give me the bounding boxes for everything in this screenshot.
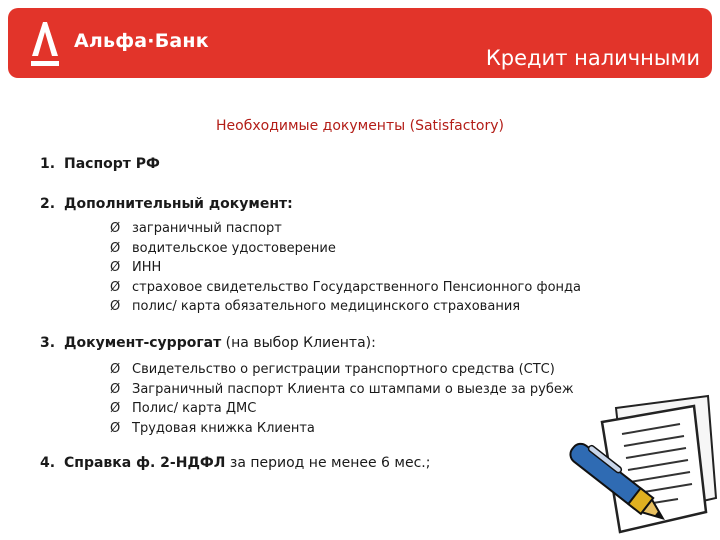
list-item: Ø страховое свидетельство Государственного Пенсионного фонда [110, 278, 581, 298]
document-with-pen-icon [568, 378, 718, 538]
sublist-additional-docs [110, 219, 581, 317]
item-label-bold: Документ-суррогат [64, 335, 222, 351]
list-item-4 [40, 455, 430, 471]
list-item: Ø Свидетельство о регистрации транспортного средства (СТС) [110, 360, 574, 380]
alfa-logo-icon [28, 18, 62, 70]
bank-name: Альфа·Банк [74, 30, 209, 52]
item-number: 3. [40, 335, 56, 351]
arrow-bullet-icon: Ø [110, 260, 121, 275]
item-label-rest: за период не менее 6 мес.; [225, 455, 431, 471]
item-label: Паспорт РФ [64, 156, 160, 172]
item-label: Дополнительный документ: [64, 196, 293, 212]
list-item: Ø Полис/ карта ДМС [110, 399, 574, 419]
header-banner [8, 8, 712, 78]
list-item: Ø Заграничный паспорт Клиента со штампами о выезде за рубеж [110, 380, 574, 400]
arrow-bullet-icon: Ø [110, 381, 121, 397]
item-label-rest: (на выбор Клиента): [221, 335, 376, 351]
item-label-bold: Справка ф. 2-НДФЛ [64, 455, 226, 471]
arrow-bullet-icon: Ø [110, 362, 121, 377]
arrow-bullet-icon: Ø [110, 240, 121, 256]
arrow-bullet-icon: Ø [110, 221, 121, 236]
sublist-surrogate-docs [110, 360, 574, 438]
item-number: 2. [40, 196, 56, 212]
arrow-bullet-icon: Ø [110, 279, 121, 295]
list-item-1 [40, 156, 160, 172]
list-item: Ø полис/ карта обязательного медицинского страхования [110, 297, 581, 317]
item-number: 1. [40, 156, 56, 172]
arrow-bullet-icon: Ø [110, 401, 121, 416]
page-title: Кредит наличными [485, 46, 700, 70]
list-item: Ø ИНН [110, 258, 581, 278]
documents-subtitle: Необходимые документы (Satisfactory) [216, 118, 504, 134]
list-item: Ø Трудовая книжка Клиента [110, 419, 574, 439]
list-item: Ø водительское удостоверение [110, 239, 581, 259]
list-item-2 [40, 196, 293, 212]
list-item: Ø заграничный паспорт [110, 219, 581, 239]
item-number: 4. [40, 455, 56, 471]
arrow-bullet-icon: Ø [110, 299, 121, 314]
arrow-bullet-icon: Ø [110, 420, 121, 436]
list-item-3 [40, 335, 376, 351]
